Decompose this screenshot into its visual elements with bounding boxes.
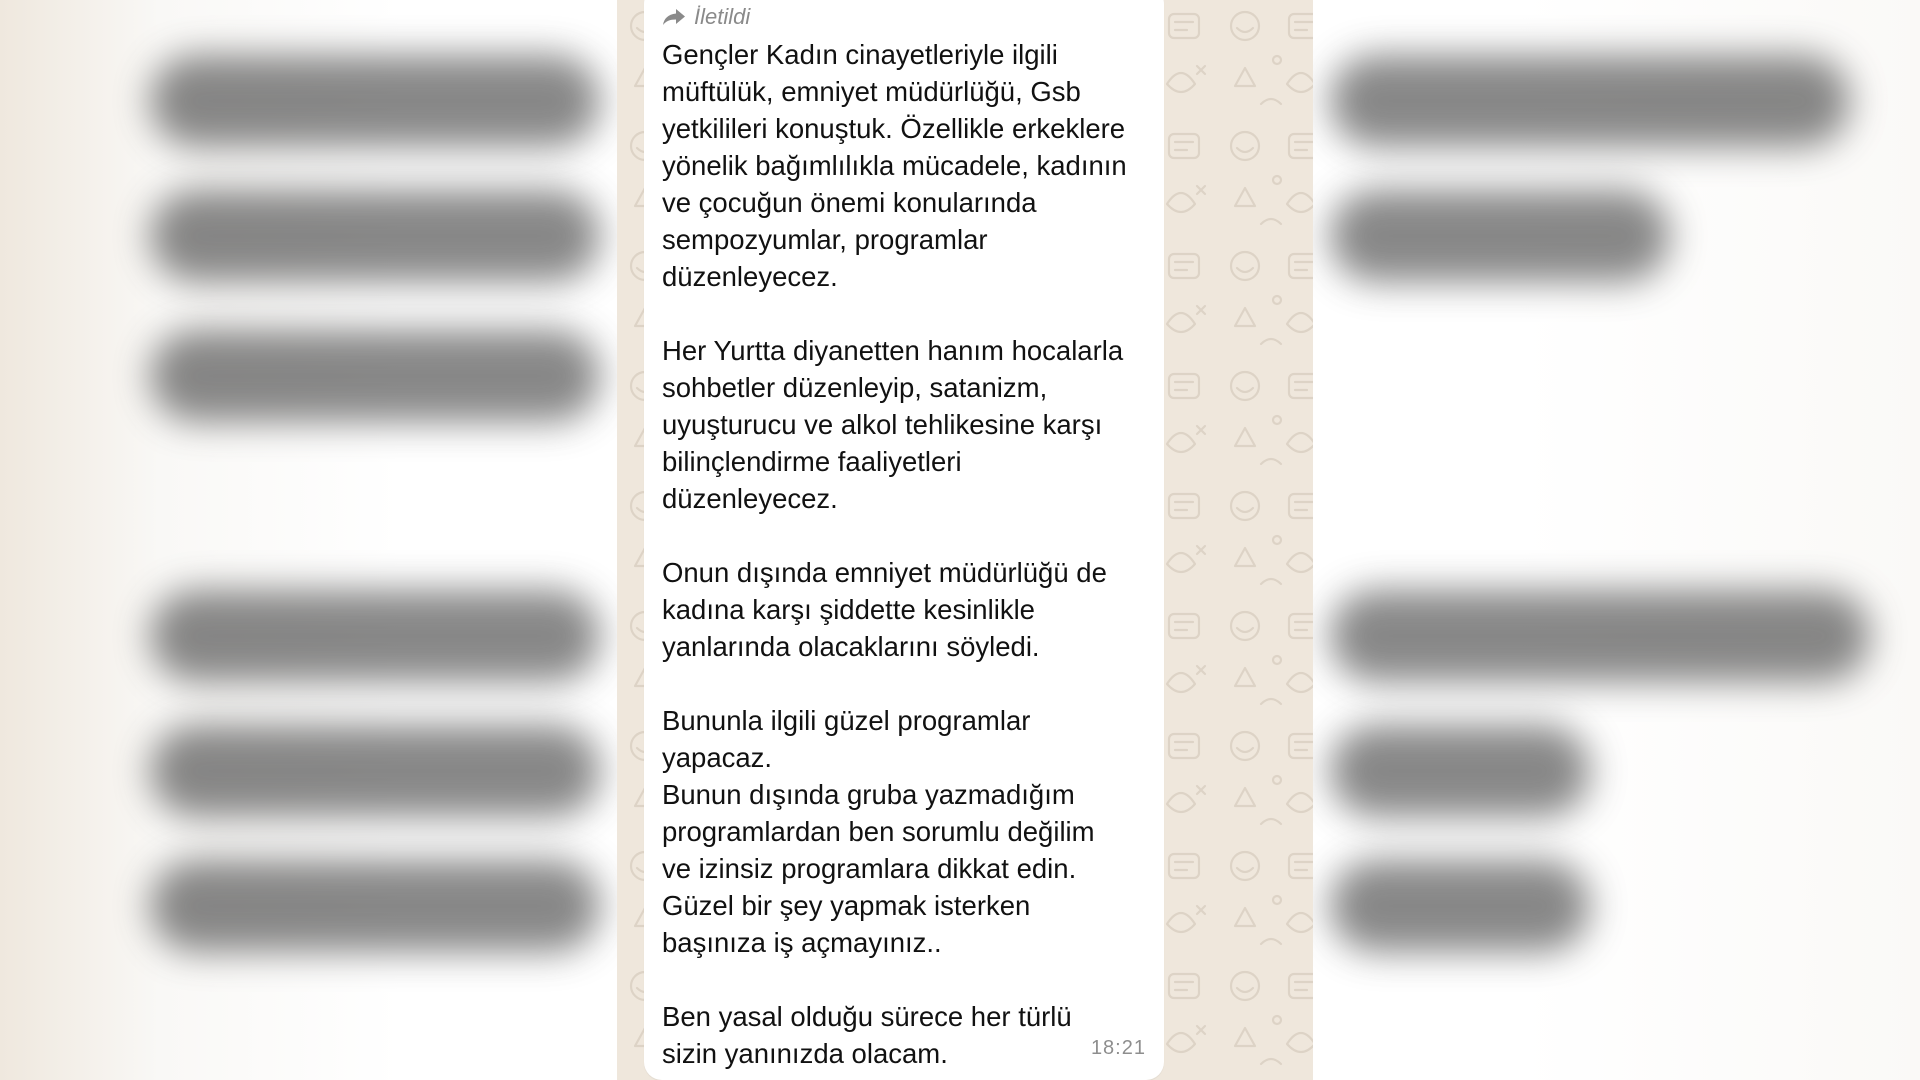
blurred-text-line xyxy=(150,55,600,147)
blurred-text-line xyxy=(1330,190,1670,282)
message-paragraph: Gençler Kadın cinayetleriyle ilgili müftülük, emniyet müdürlüğü, Gsb yetkilileri konuştuk. Özellikle erkeklere yönelik bağımlılıkla mücadele, kadının ve çocuğun önemi konularında sempozyumlar, programlar düzenleyecez. xyxy=(662,39,1127,292)
forwarded-indicator xyxy=(662,4,750,30)
blurred-text-line xyxy=(1330,860,1590,952)
blurred-text-line xyxy=(1330,55,1850,147)
message-timestamp: 18:21 xyxy=(1090,1037,1146,1059)
paragraph-spacer xyxy=(662,961,1154,998)
paragraph-spacer xyxy=(662,517,1154,554)
paragraph-spacer xyxy=(662,665,1154,702)
message-text xyxy=(662,36,1154,1072)
message-bubble[interactable] xyxy=(644,0,1164,1080)
message-paragraph: Onun dışında emniyet müdürlüğü de kadına karşı şiddette kesinlikle yanlarında olacaklarını söyledi. xyxy=(662,557,1107,662)
blurred-text-line xyxy=(150,725,600,817)
blurred-text-line xyxy=(150,330,600,422)
blurred-text-line xyxy=(1330,725,1590,817)
blurred-text-line xyxy=(150,590,600,682)
paragraph-spacer xyxy=(662,295,1154,332)
forward-arrow-icon xyxy=(662,8,686,26)
blurred-text-line xyxy=(150,190,600,282)
message-paragraph: Ben yasal olduğu sürece her türlü sizin yanınızda olacam. xyxy=(662,1001,1072,1069)
chat-area xyxy=(617,0,1313,1080)
blurred-text-line xyxy=(1330,590,1870,682)
blurred-text-line xyxy=(150,860,600,952)
message-paragraph: Bununla ilgili güzel programlar yapacaz. Bunun dışında gruba yazmadığım programlardan ben sorumlu değilim ve izinsiz programlara dikkat edin. Güzel bir şey yapmak isterken başınıza iş açmayınız.. xyxy=(662,705,1095,958)
forwarded-label: İletildi xyxy=(694,4,751,29)
message-paragraph: Her Yurtta diyanetten hanım hocalarla sohbetler düzenleyip, satanizm, uyuşturucu ve alkol tehlikesine karşı bilinçlendirme faaliyetleri düzenleyecez. xyxy=(662,335,1124,514)
